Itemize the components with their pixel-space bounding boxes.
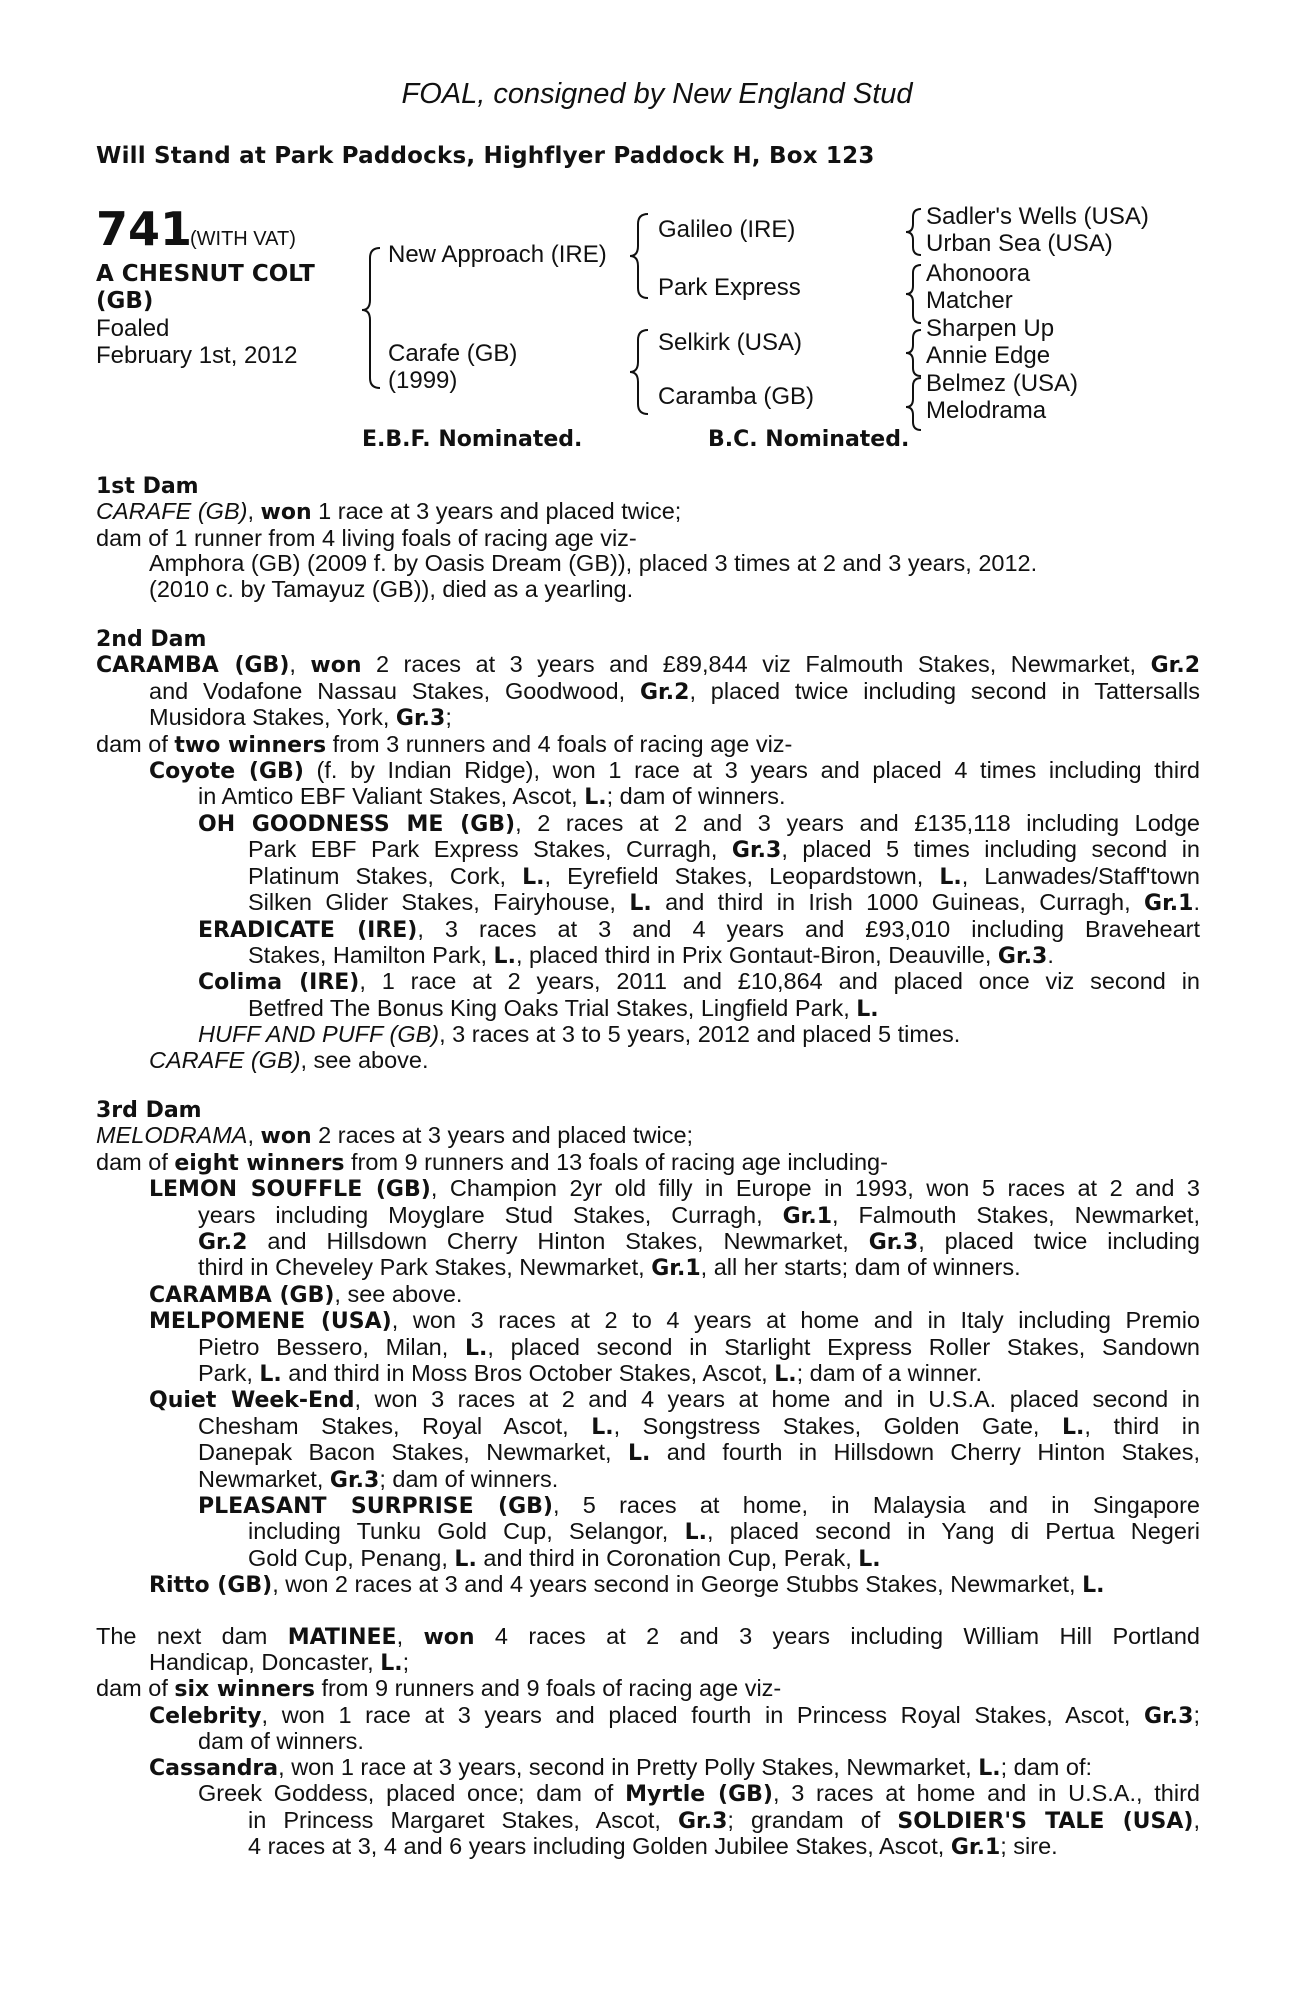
first-dam-line: (2010 c. by Tamayuz (GB)), died as a yearling. bbox=[149, 576, 634, 602]
third-dam-line: Chesham Stakes, Royal Ascot, L., Songstress Stakes, Golden Gate, L., third in bbox=[198, 1413, 1200, 1440]
second-dam-section bbox=[96, 627, 1200, 1073]
sire-sire-dam: Urban Sea (USA) bbox=[926, 230, 1113, 257]
dam-sire: Selkirk (USA) bbox=[658, 329, 803, 356]
third-dam-line: dam of eight winners from 9 runners and 13 foals of racing age including- bbox=[96, 1149, 888, 1176]
third-dam-line: MELODRAMA, won 2 races at 3 years and placed twice; bbox=[96, 1123, 694, 1150]
second-dam-line: HUFF AND PUFF (GB), 3 races at 3 to 5 years, 2012 and placed 5 times. bbox=[198, 1022, 961, 1048]
second-dam-line: Coyote (GB) (f. by Indian Ridge), won 1 race at 3 years and placed 4 times including third bbox=[149, 758, 1200, 785]
second-dam-line: dam of two winners from 3 runners and 4 foals of racing age viz- bbox=[96, 731, 793, 758]
dam-sire-dam: Annie Edge bbox=[926, 342, 1051, 369]
stand-location: Will Stand at Park Paddocks, Highflyer Paddock H, Box 123 bbox=[96, 143, 875, 169]
sire-dam: Park Express bbox=[658, 274, 801, 301]
dam-dam: Caramba (GB) bbox=[658, 383, 815, 410]
second-dam-line: ERADICATE (IRE), 3 races at 3 and 4 years and £93,010 including Braveheart bbox=[198, 916, 1200, 943]
vat-note: (WITH VAT) bbox=[190, 228, 296, 250]
second-dam-line: Park EBF Park Express Stakes, Curragh, Gr.3, placed 5 times including second in bbox=[248, 837, 1200, 864]
lot-number: 741 bbox=[96, 202, 193, 256]
sire-dam-dam: Matcher bbox=[926, 287, 1013, 314]
first-dam-line: dam of 1 runner from 4 living foals of racing age viz- bbox=[96, 525, 637, 551]
third-dam-line: third in Cheveley Park Stakes, Newmarket, Gr.1, all her starts; dam of winners. bbox=[198, 1255, 1021, 1282]
lot-description-line1: A CHESNUT COLT bbox=[96, 261, 315, 287]
next-dam-line: Greek Goddess, placed once; dam of Myrtle (GB), 3 races at home and in U.S.A., third bbox=[198, 1781, 1200, 1808]
dam-year: (1999) bbox=[388, 367, 458, 394]
second-dam-heading: 2nd Dam bbox=[96, 627, 207, 653]
third-dam-line: LEMON SOUFFLE (GB), Champion 2yr old filly in Europe in 1993, won 5 races at 2 and 3 bbox=[149, 1176, 1200, 1203]
first-dam-line: Amphora (GB) (2009 f. by Oasis Dream (GB)), placed 3 times at 2 and 3 years, 2012. bbox=[149, 551, 1038, 577]
third-dam-line: Quiet Week-End, won 3 races at 2 and 4 years at home and in U.S.A. placed second in bbox=[149, 1387, 1200, 1414]
sire-dam-sire: Ahonoora bbox=[926, 260, 1031, 287]
sire-name: New Approach (IRE) bbox=[388, 241, 607, 268]
third-dam-line: Pietro Bessero, Milan, L., placed second in Starlight Express Roller Stakes, Sandown bbox=[198, 1334, 1200, 1361]
next-dam-line: in Princess Margaret Stakes, Ascot, Gr.3; grandam of SOLDIER'S TALE (USA), bbox=[248, 1807, 1200, 1834]
next-dam-line: 4 races at 3, 4 and 6 years including Golden Jubilee Stakes, Ascot, Gr.1; sire. bbox=[248, 1833, 1058, 1860]
second-dam-line: CARAFE (GB), see above. bbox=[149, 1047, 429, 1073]
third-dam-line: Ritto (GB), won 2 races at 3 and 4 years second in George Stubbs Stakes, Newmarket, L. bbox=[149, 1572, 1105, 1599]
foaled-date: February 1st, 2012 bbox=[96, 342, 298, 369]
second-dam-line: in Amtico EBF Valiant Stakes, Ascot, L.; dam of winners. bbox=[198, 784, 786, 811]
next-dam-section bbox=[96, 1624, 1200, 1861]
first-dam-section bbox=[96, 474, 1200, 602]
second-dam-line: Colima (IRE), 1 race at 2 years, 2011 and £10,864 and placed once viz second in bbox=[198, 969, 1200, 996]
third-dam-section bbox=[96, 1098, 1200, 1599]
second-dam-line: OH GOODNESS ME (GB), 2 races at 2 and 3 years and £135,118 including Lodge bbox=[198, 810, 1200, 837]
second-dam-line: and Vodafone Nassau Stakes, Goodwood, Gr.2, placed twice including second in Tattersalls bbox=[149, 678, 1200, 705]
third-dam-line: including Tunku Gold Cup, Selangor, L., placed second in Yang di Pertua Negeri bbox=[248, 1519, 1200, 1546]
sire-sire: Galileo (IRE) bbox=[658, 216, 796, 243]
dam-name: Carafe (GB) bbox=[388, 340, 518, 367]
dam-dam-sire: Belmez (USA) bbox=[926, 370, 1079, 397]
next-dam-line: Handicap, Doncaster, L.; bbox=[149, 1650, 410, 1677]
first-dam-line: CARAFE (GB), won 1 race at 3 years and placed twice; bbox=[96, 499, 682, 526]
third-dam-line: MELPOMENE (USA), won 3 races at 2 to 4 years at home and in Italy including Premio bbox=[149, 1308, 1200, 1335]
second-dam-line: Silken Glider Stakes, Fairyhouse, L. and third in Irish 1000 Guineas, Curragh, Gr.1. bbox=[248, 890, 1200, 917]
second-dam-line: CARAMBA (GB), won 2 races at 3 years and £89,844 viz Falmouth Stakes, Newmarket, Gr.2 bbox=[96, 652, 1200, 679]
third-dam-line: Gold Cup, Penang, L. and third in Coronation Cup, Perak, L. bbox=[248, 1545, 881, 1572]
lot-description-line2: (GB) bbox=[96, 288, 154, 314]
second-dam-line: Stakes, Hamilton Park, L., placed third in Prix Gontaut-Biron, Deauville, Gr.3. bbox=[248, 942, 1054, 969]
next-dam-line: Celebrity, won 1 race at 3 years and placed fourth in Princess Royal Stakes, Ascot, Gr.3; bbox=[149, 1702, 1200, 1729]
second-dam-line: Betfred The Bonus King Oaks Trial Stakes, Lingfield Park, L. bbox=[248, 995, 879, 1022]
dam-sire-sire: Sharpen Up bbox=[926, 315, 1055, 342]
bc-nominated: B.C. Nominated. bbox=[708, 427, 910, 452]
second-dam-line: Platinum Stakes, Cork, L., Eyrefield Stakes, Leopardstown, L., Lanwades/Staff'town bbox=[248, 863, 1200, 890]
third-dam-line: years including Moyglare Stud Stakes, Curragh, Gr.1, Falmouth Stakes, Newmarket, bbox=[198, 1202, 1200, 1229]
ebf-nominated: E.B.F. Nominated. bbox=[362, 427, 583, 452]
third-dam-line: PLEASANT SURPRISE (GB), 5 races at home, in Malaysia and in Singapore bbox=[198, 1493, 1200, 1520]
third-dam-line: Newmarket, Gr.3; dam of winners. bbox=[198, 1466, 559, 1493]
third-dam-heading: 3rd Dam bbox=[96, 1097, 202, 1123]
sire-sire-sire: Sadler's Wells (USA) bbox=[926, 203, 1149, 230]
foaled-label: Foaled bbox=[96, 315, 170, 342]
third-dam-line: CARAMBA (GB), see above. bbox=[149, 1281, 463, 1308]
next-dam-line: dam of winners. bbox=[198, 1729, 364, 1755]
second-dam-line: Musidora Stakes, York, Gr.3; bbox=[149, 705, 452, 732]
third-dam-line: Gr.2 and Hillsdown Cherry Hinton Stakes, Newmarket, Gr.3, placed twice including bbox=[198, 1228, 1200, 1255]
third-dam-line: Park, L. and third in Moss Bros October Stakes, Ascot, L.; dam of a winner. bbox=[198, 1361, 983, 1387]
first-dam-heading: 1st Dam bbox=[96, 474, 199, 499]
third-dam-line: Danepak Bacon Stakes, Newmarket, L. and fourth in Hillsdown Cherry Hinton Stakes, bbox=[198, 1440, 1200, 1467]
catalogue-body bbox=[96, 474, 1200, 1885]
next-dam-line: Cassandra, won 1 race at 3 years, second in Pretty Polly Stakes, Newmarket, L.; dam of: bbox=[149, 1754, 1093, 1781]
dam-dam-dam: Melodrama bbox=[926, 397, 1047, 424]
page-title: FOAL, consigned by New England Stud bbox=[401, 78, 913, 110]
next-dam-line: dam of six winners from 9 runners and 9 foals of racing age viz- bbox=[96, 1676, 782, 1703]
next-dam-line: The next dam MATINEE, won 4 races at 2 and 3 years including William Hill Portland bbox=[96, 1623, 1200, 1650]
